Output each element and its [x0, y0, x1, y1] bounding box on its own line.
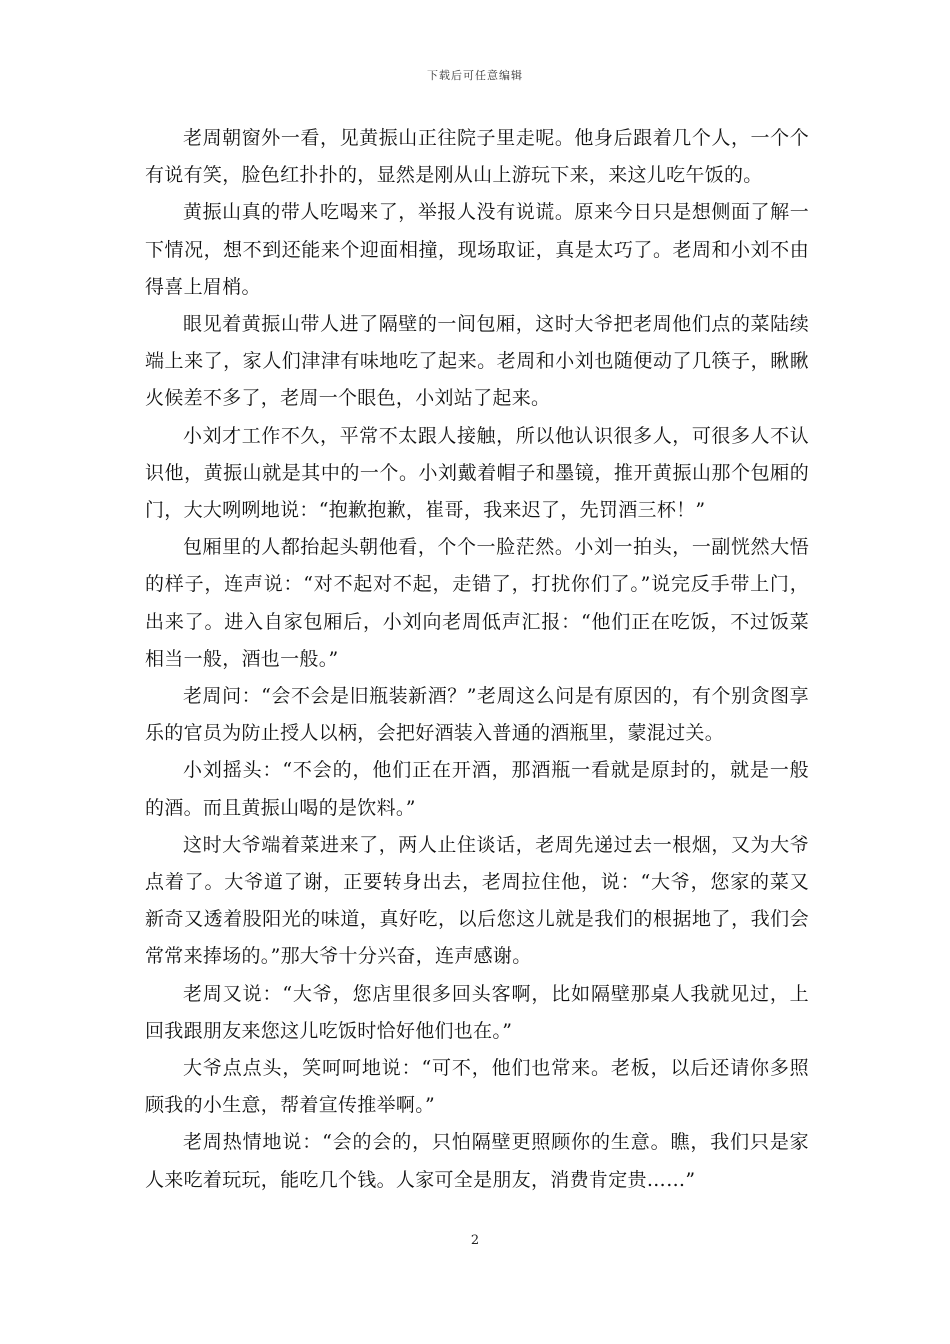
page-number: 2 [470, 1233, 480, 1248]
paragraph: 老周朝窗外一看，见黄振山正往院子里走呢。他身后跟着几个人，一个个有说有笑，脸色红扑扑的，显然是刚从山上游玩下来，来这儿吃午饭的。 [145, 127, 809, 187]
paragraph: 这时大爷端着菜进来了，两人止住谈话，老周先递过去一根烟，又为大爷点着了。大爷道了谢，正要转身出去，老周拉住他，说：“大爷，您家的菜又新奇又透着股阳光的味道，真好吃，以后您这儿就是我们的根据地了，我们会常常来捧场的。”那大爷十分兴奋，连声感谢。 [145, 833, 809, 968]
page-header: 下载后可任意编辑 [427, 69, 523, 82]
paragraph: 老周热情地说：“会的会的，只怕隔壁更照顾你的生意。瞧，我们只是家人来吃着玩玩，能吃几个钱。人家可全是朋友，消费肯定贵……” [145, 1131, 809, 1191]
paragraph: 包厢里的人都抬起头朝他看，个个一脸茫然。小刘一拍头，一副恍然大悟的样子，连声说：“对不起对不起，走错了，打扰你们了。”说完反手带上门，出来了。进入自家包厢后，小刘向老周低声汇报：“他们正在吃饭，不过饭菜相当一般，酒也一般。” [145, 536, 809, 670]
paragraph: 老周问：“会不会是旧瓶装新酒？”老周这么问是有原因的，有个别贪图享乐的官员为防止授人以柄，会把好酒装入普通的酒瓶里，蒙混过关。 [145, 685, 809, 745]
paragraph: 小刘才工作不久，平常不太跟人接触，所以他认识很多人，可很多人不认识他，黄振山就是其中的一个。小刘戴着帽子和墨镜，推开黄振山那个包厢的门，大大咧咧地说：“抱歉抱歉，崔哥，我来迟了，先罚酒三杯！” [145, 424, 809, 522]
document-body [145, 120, 809, 1199]
paragraph: 小刘摇头：“不会的，他们正在开酒，那酒瓶一看就是原封的，就是一般的酒。而且黄振山喝的是饮料。” [145, 759, 809, 819]
paragraph: 眼见着黄振山带人进了隔壁的一间包厢，这时大爷把老周他们点的菜陆续端上来了，家人们津津有味地吃了起来。老周和小刘也随便动了几筷子，瞅瞅火候差不多了，老周一个眼色，小刘站了起来。 [145, 313, 809, 410]
paragraph: 大爷点点头，笑呵呵地说：“可不，他们也常来。老板，以后还请你多照顾我的小生意，帮着宣传推举啊。” [145, 1057, 809, 1117]
paragraph: 黄振山真的带人吃喝来了，举报人没有说谎。原来今日只是想侧面了解一下情况，想不到还能来个迎面相撞，现场取证，真是太巧了。老周和小刘不由得喜上眉梢。 [145, 201, 809, 298]
paragraph: 老周又说：“大爷，您店里很多回头客啊，比如隔壁那桌人我就见过，上回我跟朋友来您这儿吃饭时恰好他们也在。” [145, 982, 809, 1042]
